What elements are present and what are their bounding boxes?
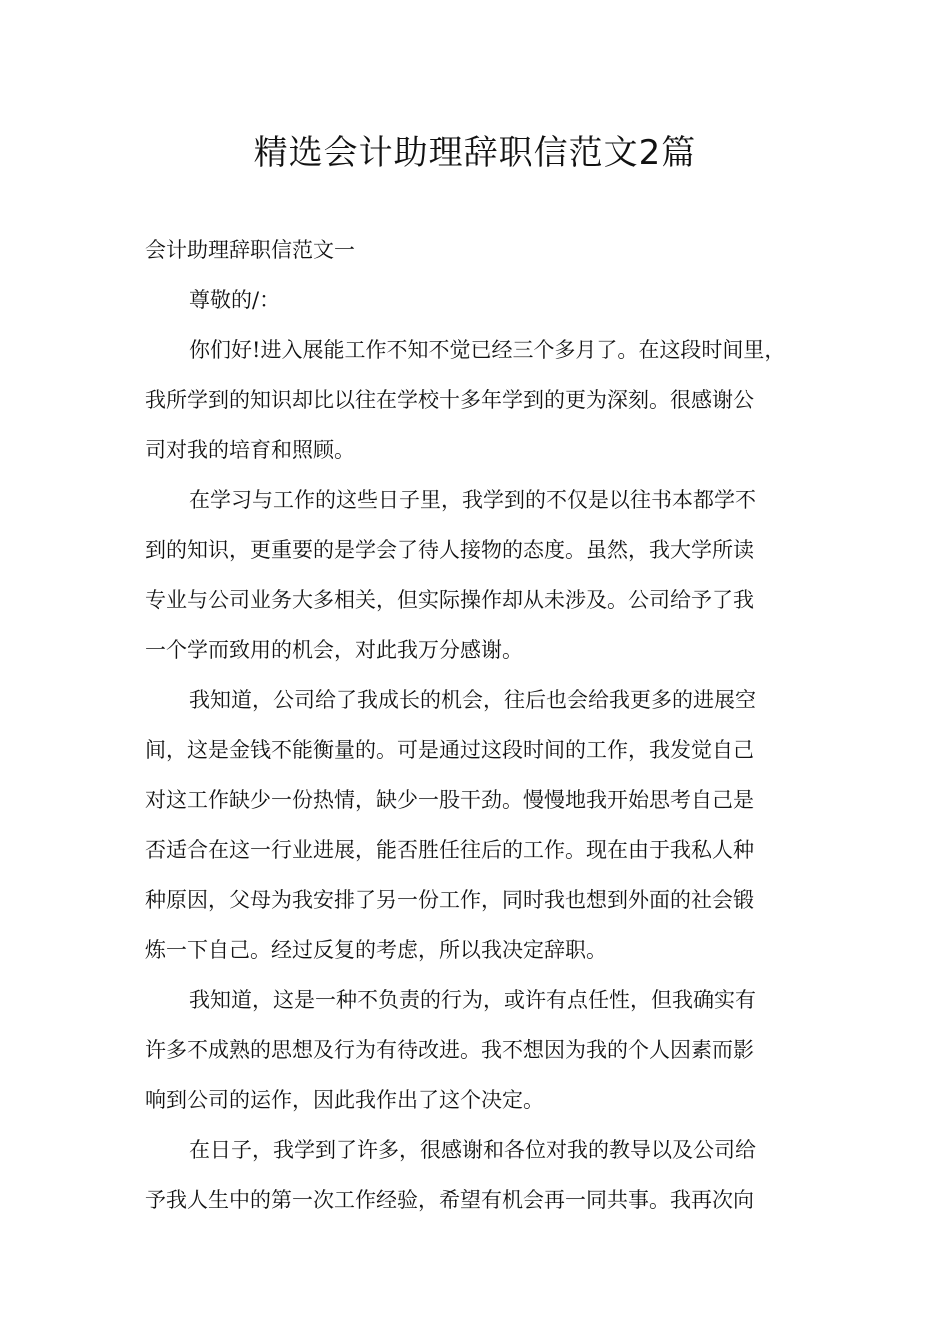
text-line: 会计助理辞职信范文一 xyxy=(145,238,355,262)
document-body xyxy=(145,225,805,1225)
text-line: 许多不成熟的思想及行为有待改进。我不想因为我的个人因素而影 xyxy=(145,1038,754,1062)
text-line: 我知道，这是一种不负责的行为，或许有点任性，但我确实有 xyxy=(189,988,756,1012)
text-line: 尊敬的/： xyxy=(189,288,281,312)
text-line: 炼一下自己。经过反复的考虑，所以我决定辞职。 xyxy=(145,938,607,962)
text-line: 你们好!进入展能工作不知不觉已经三个多月了。在这段时间里， xyxy=(189,338,786,362)
text-line: 司对我的培育和照顾。 xyxy=(145,438,355,462)
text-line: 一个学而致用的机会，对此我万分感谢。 xyxy=(145,638,523,662)
text-line: 间，这是金钱不能衡量的。可是通过这段时间的工作，我发觉自己 xyxy=(145,738,754,762)
text-line: 专业与公司业务大多相关，但实际操作却从未涉及。公司给予了我 xyxy=(145,588,754,612)
text-line: 我知道，公司给了我成长的机会，往后也会给我更多的进展空 xyxy=(189,688,756,712)
text-line: 否适合在这一行业进展，能否胜任往后的工作。现在由于我私人种 xyxy=(145,838,754,862)
text-line: 在学习与工作的这些日子里，我学到的不仅是以往书本都学不 xyxy=(189,488,756,512)
document-title: 精选会计助理辞职信范文2篇 xyxy=(253,133,697,173)
text-line: 对这工作缺少一份热情，缺少一股干劲。慢慢地我开始思考自己是 xyxy=(145,788,754,812)
text-line: 到的知识，更重要的是学会了待人接物的态度。虽然，我大学所读 xyxy=(145,538,754,562)
text-line: 我所学到的知识却比以往在学校十多年学到的更为深刻。很感谢公 xyxy=(145,388,754,412)
text-line: 响到公司的运作，因此我作出了这个决定。 xyxy=(145,1088,544,1112)
text-line: 予我人生中的第一次工作经验，希望有机会再一同共事。我再次向 xyxy=(145,1188,754,1212)
text-line: 种原因，父母为我安排了另一份工作，同时我也想到外面的社会锻 xyxy=(145,888,754,912)
text-line: 在日子，我学到了许多，很感谢和各位对我的教导以及公司给 xyxy=(189,1138,756,1162)
